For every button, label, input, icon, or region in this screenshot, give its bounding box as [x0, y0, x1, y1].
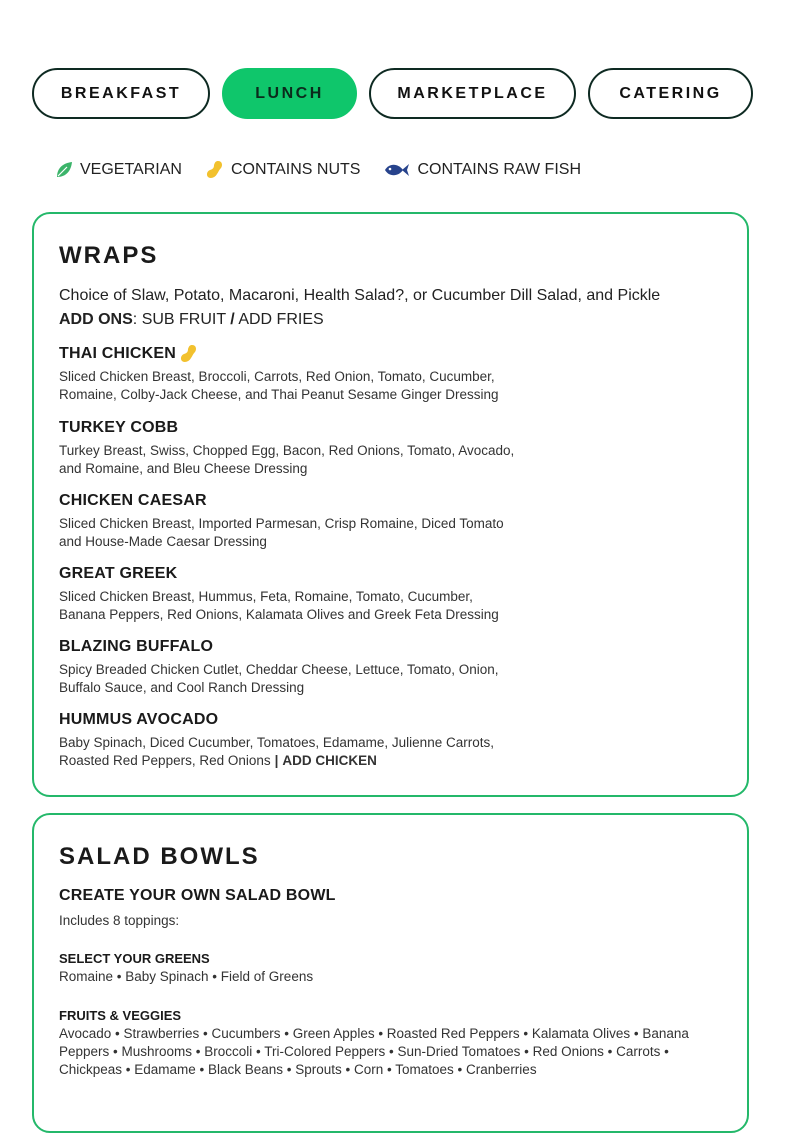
- menu-tabs: [32, 68, 753, 119]
- salad-bowls-section: [32, 813, 749, 1133]
- addons-label: ADD ONS: [59, 311, 133, 328]
- section-title: WRAPS: [59, 242, 159, 269]
- peanut-icon: [180, 344, 198, 364]
- item-name: THAI CHICKEN: [59, 345, 177, 362]
- add-chicken-option: ADD CHICKEN: [282, 753, 377, 769]
- legend-fish-label: CONTAINS RAW FISH: [417, 161, 581, 178]
- item-description: Spicy Breaded Chicken Cutlet, Cheddar Cheese, Lettuce, Tomato, Onion, Buffalo Sauce, and Cool Ranch Dressing: [59, 662, 499, 696]
- item-description: Baby Spinach, Diced Cucumber, Tomatoes, Edamame, Julienne Carrots, Roasted Red Peppers, Red Onions | ADD CHICKEN: [59, 735, 494, 769]
- addon-sub-fruit: SUB FRUIT: [141, 311, 226, 328]
- fruits-veggies-heading: FRUITS & VEGGIES: [59, 1008, 182, 1023]
- fish-icon: [384, 162, 410, 178]
- tab-marketplace[interactable]: MARKETPLACE: [369, 68, 576, 119]
- wraps-section: [32, 212, 749, 797]
- menu-item-blazing-buffalo: [59, 637, 539, 698]
- item-description: Sliced Chicken Breast, Broccoli, Carrots, Red Onion, Tomato, Cucumber, Romaine, Colby-Jack Cheese, and Thai Peanut Sesame Ginger Dressing: [59, 369, 499, 403]
- greens-heading: SELECT YOUR GREENS: [59, 951, 210, 966]
- tab-breakfast[interactable]: BREAKFAST: [32, 68, 210, 119]
- fruits-veggies-options: Avocado • Strawberries • Cucumbers • Green Apples • Roasted Red Peppers • Kalamata Olives • Banana Peppers • Mushrooms • Broccoli • Tri-Colored Peppers • Sun-Dried Tomatoes • Red Onions • Carrots • Chickpeas • Edamame • Black Beans • Sprouts • Corn • Tomatoes • Cranberries: [59, 1026, 689, 1078]
- menu-item-thai-chicken: [59, 344, 539, 405]
- tab-catering[interactable]: CATERING: [588, 68, 753, 119]
- section-title: SALAD BOWLS: [59, 843, 260, 870]
- greens-options: Romaine • Baby Spinach • Field of Greens: [59, 969, 314, 984]
- tab-lunch[interactable]: LUNCH: [222, 68, 357, 119]
- menu-item-great-greek: [59, 564, 539, 625]
- item-name: CHICKEN CAESAR: [59, 492, 207, 509]
- dietary-legend: [55, 158, 605, 182]
- item-description: Sliced Chicken Breast, Imported Parmesan, Crisp Romaine, Diced Tomato and House-Made Caesar Dressing: [59, 516, 504, 550]
- legend-vegetarian: [55, 161, 182, 179]
- menu-item-chicken-caesar: [59, 491, 539, 552]
- includes-text: Includes 8 toppings:: [59, 913, 180, 928]
- item-name: HUMMUS AVOCADO: [59, 711, 219, 728]
- peanut-icon: [206, 160, 224, 180]
- menu-item-hummus-avocado: [59, 710, 539, 771]
- item-description: Turkey Breast, Swiss, Chopped Egg, Bacon, Red Onions, Tomato, Avocado, and Romaine, and Bleu Cheese Dressing: [59, 443, 515, 477]
- item-separator: |: [274, 753, 279, 769]
- item-name: GREAT GREEK: [59, 565, 178, 582]
- wraps-addons: ADD ONS: SUB FRUIT / ADD FRIES: [59, 311, 324, 328]
- leaf-icon: [55, 161, 73, 179]
- legend-vegetarian-label: VEGETARIAN: [80, 161, 182, 178]
- legend-nuts: [206, 160, 360, 180]
- item-name: TURKEY COBB: [59, 419, 179, 436]
- create-bowl-title: CREATE YOUR OWN SALAD BOWL: [59, 887, 336, 904]
- addon-separator: /: [230, 311, 235, 328]
- item-description: Sliced Chicken Breast, Hummus, Feta, Romaine, Tomato, Cucumber, Banana Peppers, Red Onions, Kalamata Olives and Greek Feta Dressing: [59, 589, 499, 623]
- item-name: BLAZING BUFFALO: [59, 638, 214, 655]
- menu-item-turkey-cobb: [59, 418, 539, 479]
- wraps-side-choice: Choice of Slaw, Potato, Macaroni, Health Salad?, or Cucumber Dill Salad, and Pickle: [59, 287, 661, 304]
- addon-add-fries: ADD FRIES: [238, 311, 324, 328]
- legend-nuts-label: CONTAINS NUTS: [230, 161, 361, 178]
- legend-fish: [384, 161, 581, 179]
